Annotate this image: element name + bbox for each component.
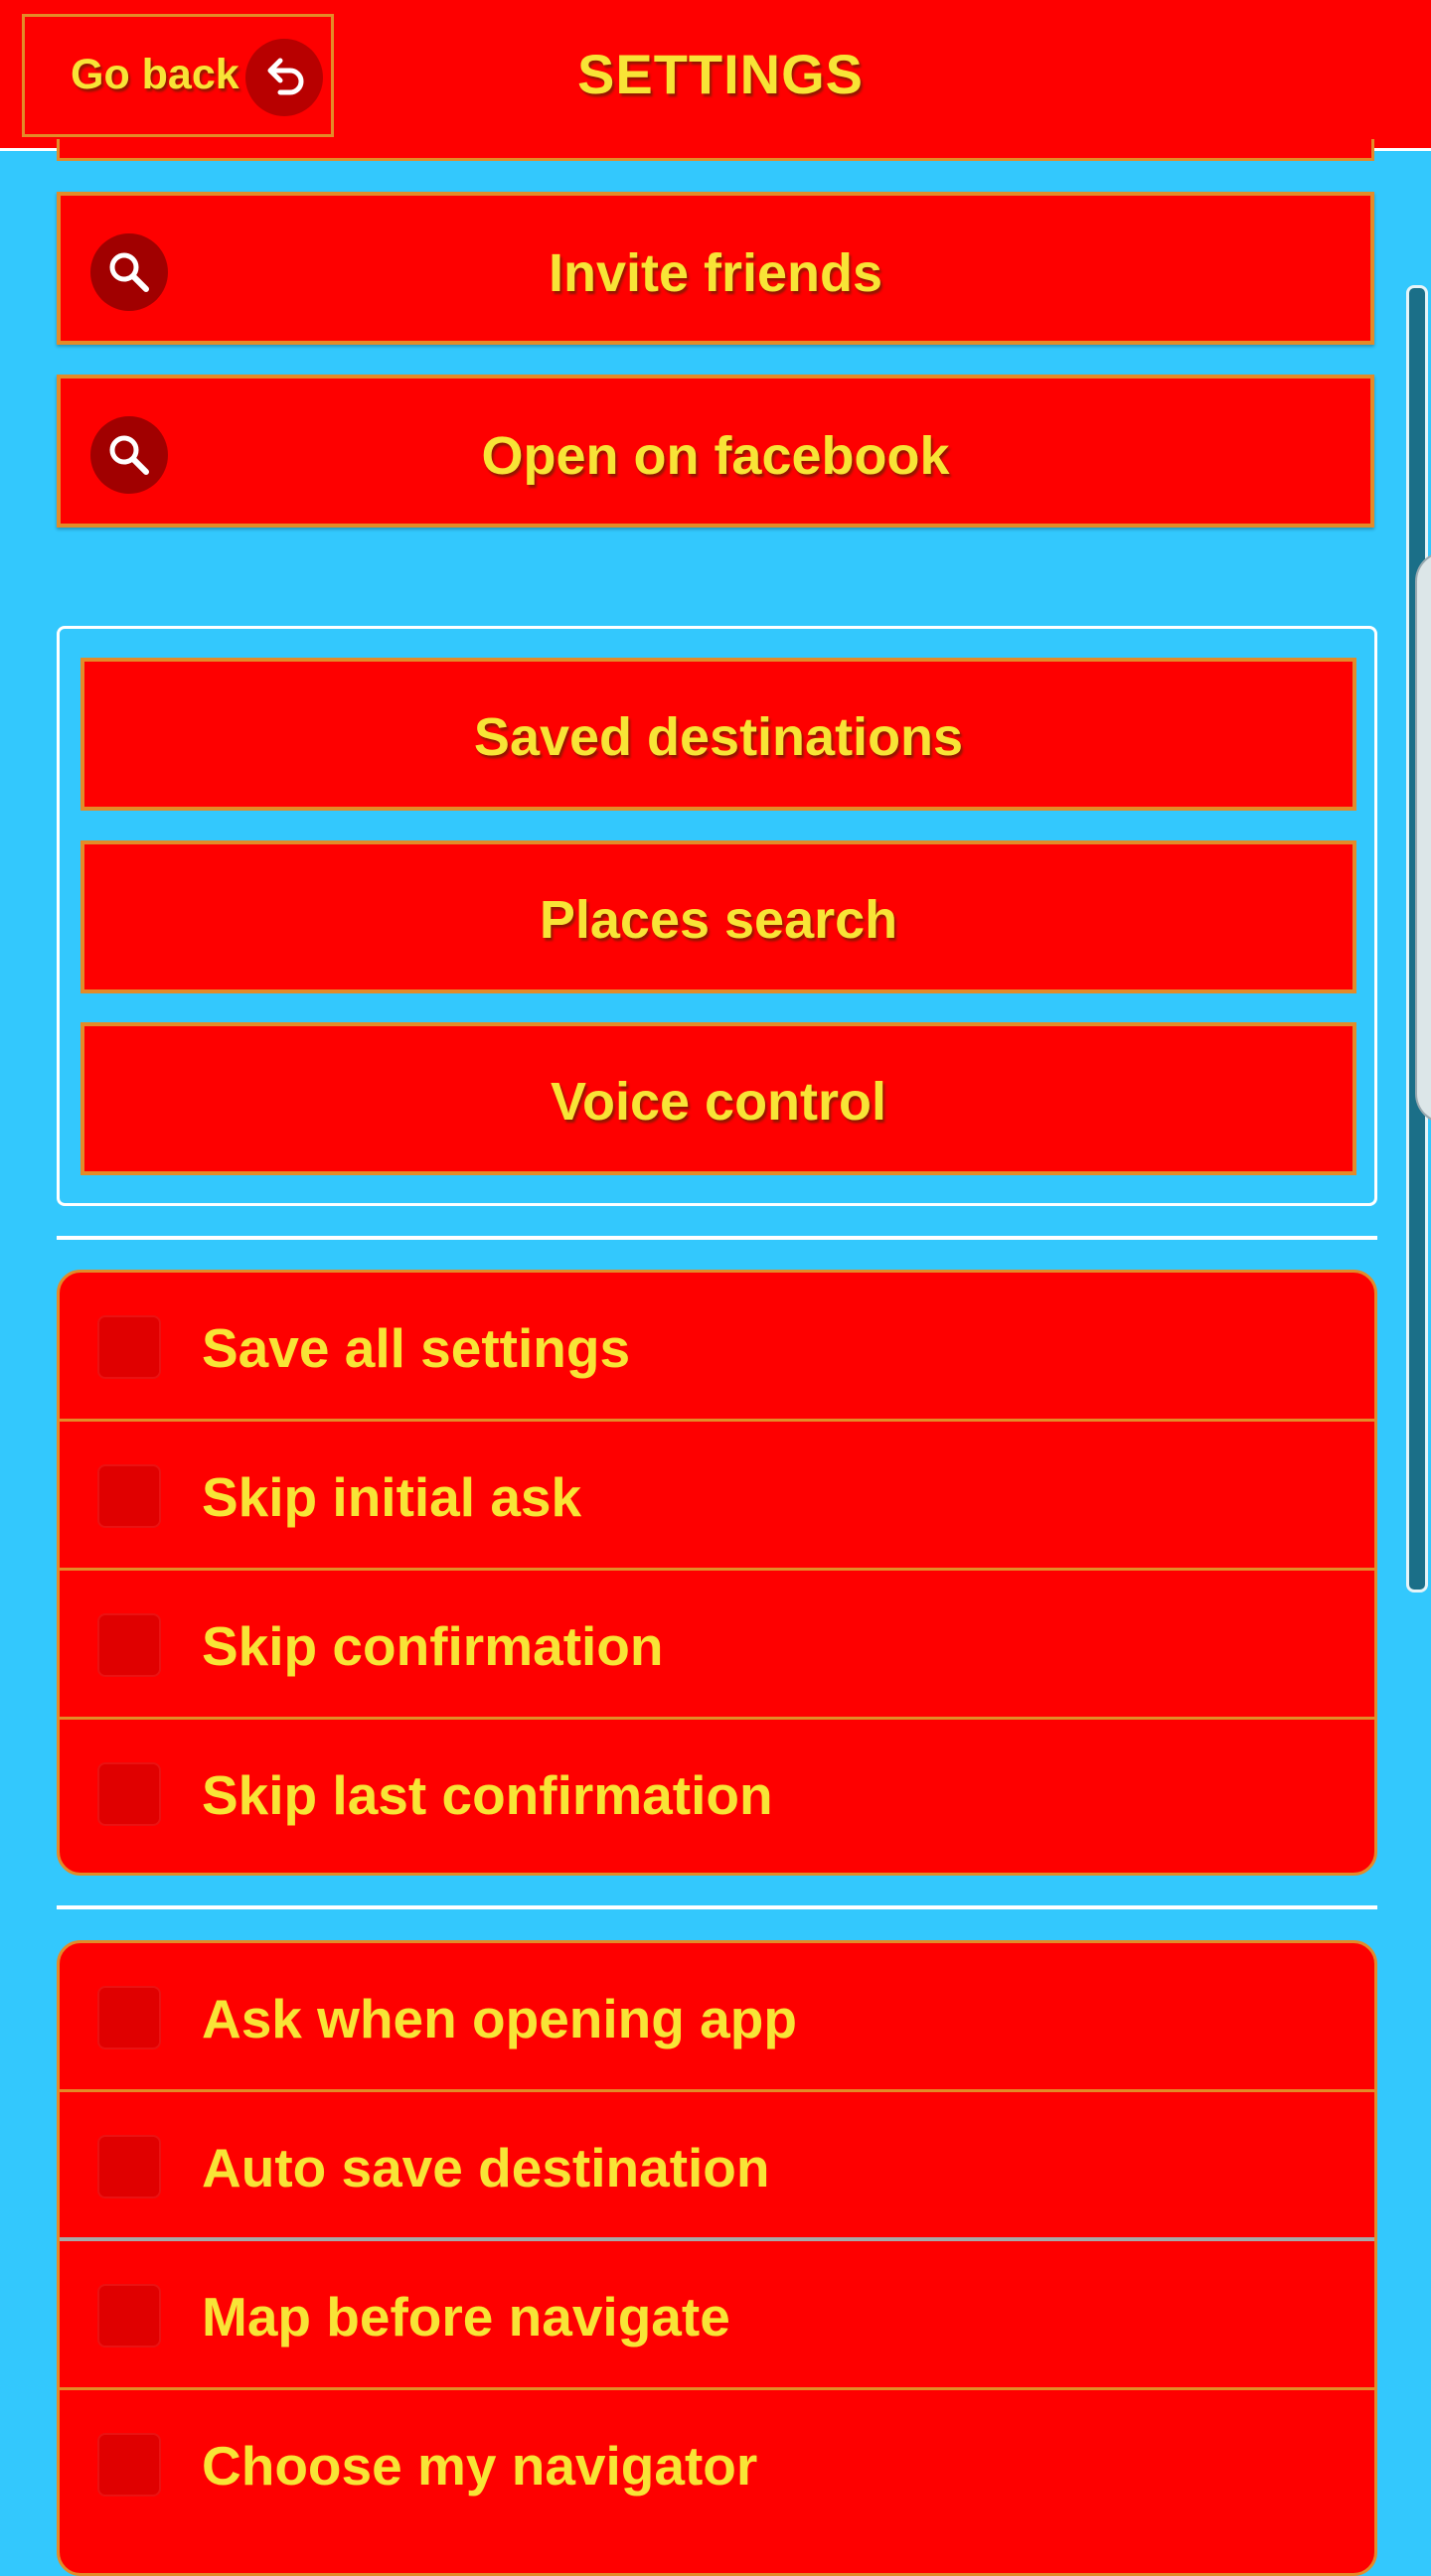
saved-destinations-button[interactable] — [80, 658, 1356, 811]
list-item-label: Ask when opening app — [202, 1988, 797, 2049]
section-divider — [57, 1905, 1377, 1909]
places-search-label: Places search — [539, 890, 898, 950]
list-item-label: Map before navigate — [202, 2286, 730, 2348]
skip-initial-ask-toggle[interactable] — [60, 1422, 1374, 1571]
list-item-label: Skip confirmation — [202, 1615, 664, 1677]
open-on-facebook-button[interactable] — [57, 375, 1374, 528]
partial-button-above[interactable] — [57, 139, 1374, 161]
scrollbar-handle[interactable] — [1415, 551, 1431, 1124]
saved-destinations-label: Saved destinations — [473, 707, 964, 767]
checkbox[interactable] — [97, 1986, 161, 2049]
save-all-settings-toggle[interactable] — [60, 1273, 1374, 1422]
auto-save-destination-toggle[interactable] — [60, 2092, 1374, 2241]
feature-button-group — [57, 626, 1377, 1206]
list-item-label: Skip initial ask — [202, 1466, 582, 1528]
skip-last-confirmation-toggle[interactable] — [60, 1720, 1374, 1869]
undo-arrow-icon — [245, 39, 323, 116]
section-divider — [57, 1236, 1377, 1240]
app-header — [0, 0, 1431, 151]
checkbox[interactable] — [97, 2284, 161, 2348]
ask-when-opening-app-toggle[interactable] — [60, 1943, 1374, 2092]
map-before-navigate-toggle[interactable] — [60, 2241, 1374, 2390]
navigation-settings-list — [57, 1940, 1377, 2576]
list-item-label: Skip last confirmation — [202, 1764, 773, 1826]
list-item-label: Auto save destination — [202, 2137, 770, 2198]
go-back-button[interactable] — [22, 14, 334, 137]
checkbox[interactable] — [97, 1464, 161, 1528]
list-item-label: Choose my navigator — [202, 2435, 758, 2497]
checkbox[interactable] — [97, 1315, 161, 1379]
page-title: SETTINGS — [576, 43, 865, 105]
checkbox[interactable] — [97, 1613, 161, 1677]
voice-control-label: Voice control — [550, 1072, 887, 1132]
list-item-label: Save all settings — [202, 1317, 631, 1379]
places-search-button[interactable] — [80, 840, 1356, 993]
invite-friends-button[interactable] — [57, 192, 1374, 345]
checkbox[interactable] — [97, 2135, 161, 2198]
voice-control-button[interactable] — [80, 1022, 1356, 1175]
go-back-label: Go back — [71, 51, 239, 98]
open-on-facebook-label: Open on facebook — [481, 426, 950, 486]
checkbox[interactable] — [97, 1762, 161, 1826]
skip-confirmation-toggle[interactable] — [60, 1571, 1374, 1720]
checkbox[interactable] — [97, 2433, 161, 2497]
invite-friends-label: Invite friends — [548, 243, 883, 303]
confirmation-settings-list — [57, 1270, 1377, 1876]
choose-my-navigator-toggle[interactable] — [60, 2390, 1374, 2539]
